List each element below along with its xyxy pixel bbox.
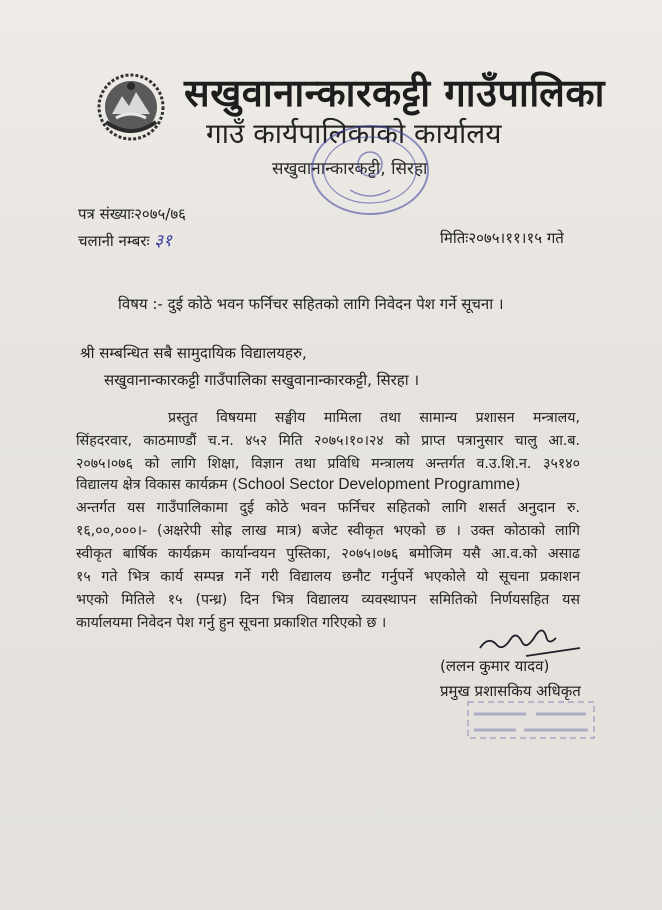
dispatch-number-value: ३१ (154, 231, 172, 251)
body-line-10: कार्यालयमा निवेदन पेश गर्नु हुन सूचना प्रकाशित गरिएको छ । (76, 615, 387, 631)
office-stamp-seal (306, 120, 434, 220)
body-line-8: १५ गते भित्र कार्य सम्पन्न गर्ने गरी विद्यालय छनौट गर्नुपर्ने भएकोले यो सूचना प्रकाशन (76, 569, 580, 585)
body-line-7: स्वीकृत बार्षिक कार्यक्रम कार्यान्वयन पुस्तिका, २०७५।०७६ बमोजिम यसै आ.व.को असाढ (76, 546, 580, 562)
signatory-name: (ललन कुमार यादव) (440, 657, 550, 675)
body-line-2: सिंहदरवार, काठमाण्डौं च.न. ४५२ मिति २०७५।१०।२४ को प्राप्त पत्रानुसार चालु आ.ब. (76, 433, 580, 449)
body-line-4-pre: विद्यालय क्षेत्र विकास कार्यक्रम ( (76, 477, 238, 493)
body-line-1: प्रस्तुत विषयमा सङ्घीय मामिला तथा सामान्य प्रशासन मन्त्रालय, (168, 410, 580, 426)
nepal-emblem-icon (96, 72, 166, 142)
body-line-3: २०७५।०७६ को लागि शिक्षा, विज्ञान तथा प्रविधि मन्त्रालय अन्तर्गत व.उ.शि.न. ३५१४० (76, 456, 580, 472)
subject-line: विषय :- दुई कोठे भवन फर्निचर सहितको लागि निवेदन पेश गर्ने सूचना । (118, 295, 504, 313)
office-subtitle: गाउँ कार्यपालिकाको कार्यालय (206, 117, 502, 150)
programme-name: School Sector Development Programme (237, 476, 515, 493)
body-line-5: अन्तर्गत यस गाउँपालिकामा दुई कोठे भवन फर्निचर सहितको लागि शसर्त अनुदान रु. (76, 500, 580, 516)
dispatch-number-label: चलानी नम्बरः (78, 232, 150, 250)
body-line-9: भएको मितिले १५ (पन्ध्र) दिन भित्र विद्यालय व्यवस्थापन समितिको निर्णयसहित यस (76, 592, 580, 608)
letter-number: पत्र संख्याः२०७५/७६ (78, 205, 186, 223)
letter-date: मितिः२०७५।११।१५ गते (440, 229, 564, 247)
body-line-4-post: ) (514, 477, 521, 493)
body-line-6: १६,००,०००।- (अक्षरेपी सोह्र लाख मात्र) बजेट स्वीकृत भएको छ । उक्त कोठाको लागि (76, 523, 580, 539)
dispatch-number (78, 228, 172, 251)
office-address: सखुवानान्कारकट्टी, सिरहा (272, 159, 428, 179)
body-line-4 (76, 475, 580, 494)
municipality-title: सखुवानान्कारकट्टी गाउँपालिका (184, 71, 605, 115)
addressee-line-1: श्री सम्बन्धित सबै सामुदायिक विद्यालयहरु, (80, 344, 307, 362)
addressee-line-2: सखुवानान्कारकट्टी गाउँपालिका सखुवानान्कारकट्टी, सिरहा । (104, 371, 420, 389)
signatory-stamp (466, 700, 596, 740)
signatory-title: प्रमुख प्रशासकिय अधिकृत (440, 682, 581, 700)
